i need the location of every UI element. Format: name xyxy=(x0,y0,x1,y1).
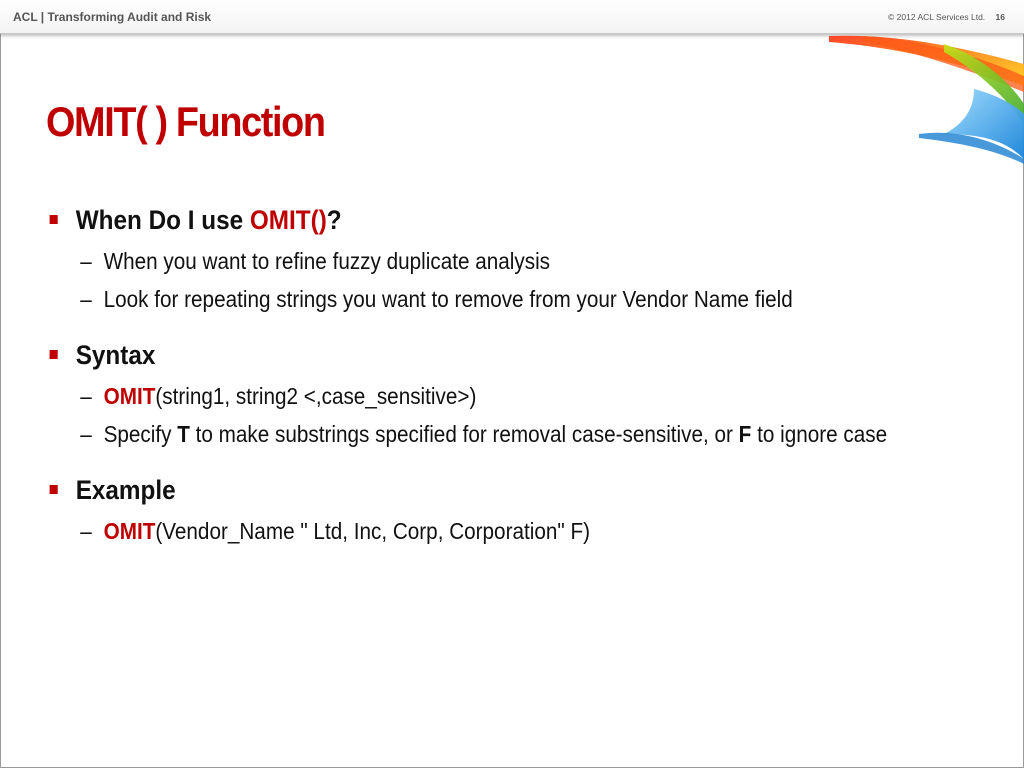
dash-bullet: – xyxy=(80,383,92,409)
spec-item xyxy=(46,418,1004,450)
syntax-args: (string1, string2 <,case_sensitive>) xyxy=(155,383,477,409)
example-args: (Vendor_Name " Ltd, Inc, Corp, Corporation" F) xyxy=(155,518,590,544)
heading-suffix: ? xyxy=(326,205,342,235)
square-bullet-icon xyxy=(50,215,58,224)
list-item-text: Look for repeating strings you want to remove from your Vendor Name field xyxy=(103,286,793,312)
header-title: ACL | Transforming Audit and Risk xyxy=(13,10,212,24)
list-item xyxy=(46,283,1004,315)
decorative-swirl-graphic xyxy=(824,34,1024,164)
slide-title: OMIT( ) Function xyxy=(46,98,325,145)
square-bullet-icon xyxy=(50,485,58,494)
heading-highlight: OMIT() xyxy=(249,205,327,235)
slide-content xyxy=(46,202,946,547)
square-bullet-icon xyxy=(50,350,58,359)
section-heading-when xyxy=(46,202,856,238)
heading-text: Syntax xyxy=(75,340,156,370)
dash-bullet: – xyxy=(80,518,92,544)
section-heading-example xyxy=(46,472,856,508)
list-item-text: When you want to refine fuzzy duplicate analysis xyxy=(103,248,551,274)
spec-text: to ignore case xyxy=(751,421,888,447)
header-right xyxy=(888,12,1005,22)
spec-f-flag: F xyxy=(738,421,752,447)
dash-bullet: – xyxy=(80,248,92,274)
spec-text: Specify xyxy=(103,421,178,447)
spec-text: to make substrings specified for removal case-sensitive, or xyxy=(189,421,739,447)
example-keyword: OMIT xyxy=(103,518,156,544)
slide-header xyxy=(0,0,1024,34)
heading-text: When Do I use xyxy=(75,205,250,235)
copyright-text: © 2012 ACL Services Ltd. xyxy=(888,12,986,22)
list-item xyxy=(46,245,1004,277)
page-number: 16 xyxy=(995,12,1005,22)
section-heading-syntax xyxy=(46,337,856,373)
syntax-item xyxy=(46,380,1004,412)
spec-t-flag: T xyxy=(177,421,190,447)
dash-bullet: – xyxy=(80,421,92,447)
heading-text: Example xyxy=(75,475,176,505)
syntax-keyword: OMIT xyxy=(103,383,156,409)
example-item xyxy=(46,515,1004,547)
dash-bullet: – xyxy=(80,286,92,312)
